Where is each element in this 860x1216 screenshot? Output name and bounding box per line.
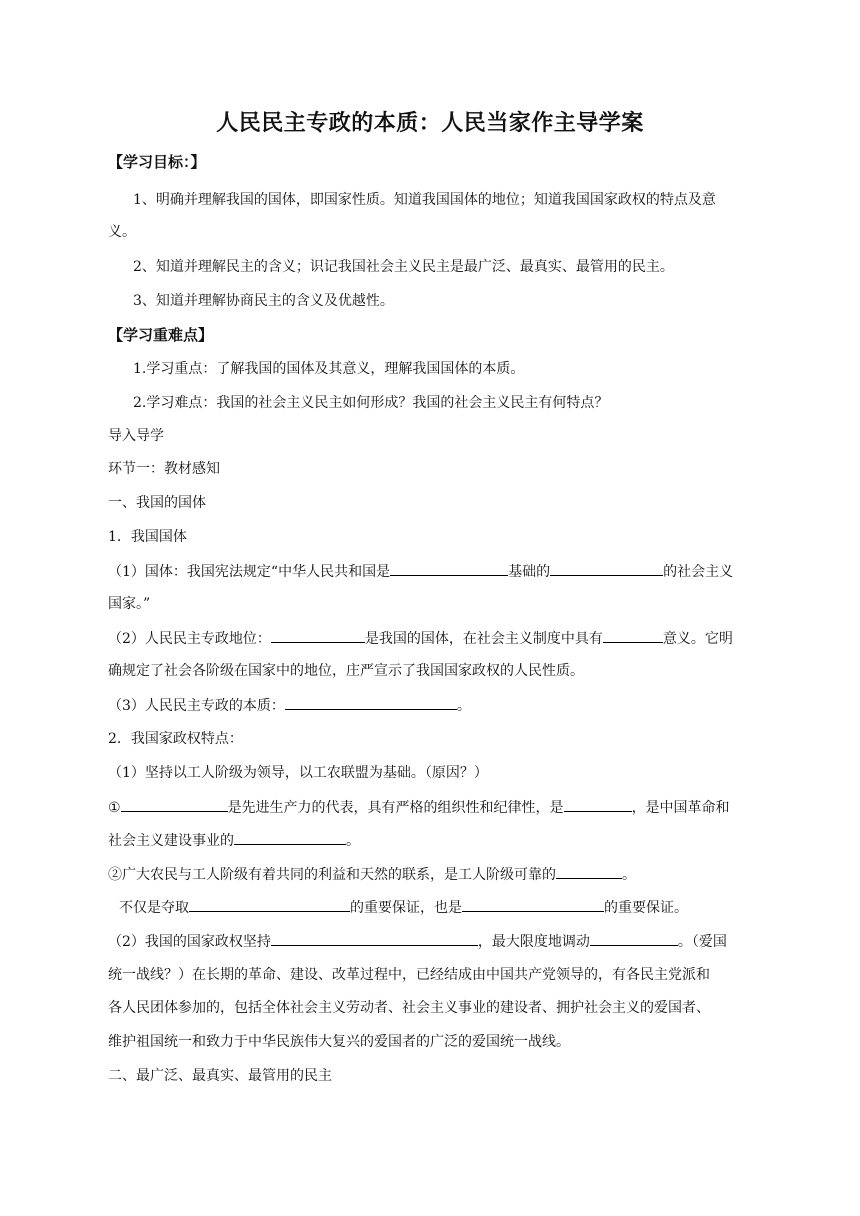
question-1-text-b: 基础的 (508, 564, 551, 580)
question-2-text-a: （2）人民民主专政地位： (108, 631, 271, 647)
clause-2 (108, 864, 760, 885)
fill-blank[interactable] (590, 931, 678, 946)
goal-item-1-continued: 义。 (108, 224, 136, 240)
point-2-line-4: 维护祖国统一和致力于中华民族伟大复兴的爱国者的广泛的爱国统一战线。 (108, 1034, 570, 1050)
question-1-text-a: （1）国体：我国宪法规定“中华人民共和国是 (108, 564, 391, 580)
point-2-text-a: （2）我国的国家政权坚持 (108, 934, 271, 950)
clause-2-text-a: ②广大农民与工人阶级有着共同的利益和天然的联系，是工人阶级可靠的 (108, 867, 556, 883)
clause-1-marker: ① (108, 800, 121, 816)
intro-label: 导入导学 (108, 428, 164, 444)
clause-3-text-c: 的重要保证。 (604, 900, 688, 916)
question-1 (108, 561, 760, 582)
question-2-text-c: 意义。它明 (662, 631, 733, 647)
fill-blank[interactable] (271, 931, 478, 946)
point-1: （1）坚持以工人阶级为领导，以工农联盟为基础。（原因？） (108, 765, 488, 781)
focus-point: 1.学习重点：了解我国的国体及其意义，理解我国国体的本质。 (133, 361, 525, 377)
fill-blank[interactable] (462, 897, 604, 912)
clause-1-text-b: 是先进生产力的代表，具有严格的组织性和纪律性，是 (227, 800, 564, 816)
clause-1-cont-text-b: 。 (346, 833, 360, 849)
fill-blank[interactable] (550, 561, 663, 576)
question-1-continued: 国家。” (108, 596, 151, 612)
clause-1-cont-text-a: 社会主义建设事业的 (108, 833, 234, 849)
point-2-text-b: ，最大限度地调动 (477, 934, 590, 950)
subsection-1-heading: 1．我国国体 (108, 529, 187, 545)
key-points-heading: 【学习重难点】 (108, 326, 214, 344)
fill-blank[interactable] (121, 797, 228, 812)
fill-blank[interactable] (556, 864, 622, 879)
fill-blank[interactable] (189, 897, 350, 912)
point-2-line-2: 统一战线？）在长期的革命、建设、改革过程中，已经结成由中国共产党领导的，有各民主党派和 (108, 967, 710, 983)
subsection-2-heading: 2．我国家政权特点： (108, 731, 243, 747)
question-2 (108, 628, 760, 649)
question-3 (108, 695, 760, 716)
clause-3-text-a: 不仅是夺取 (119, 900, 189, 916)
fill-blank[interactable] (564, 797, 632, 812)
fill-blank[interactable] (603, 628, 663, 643)
question-2-continued: 确规定了社会各阶级在国家中的地位，庄严宣示了我国国家政权的人民性质。 (108, 663, 584, 679)
point-2 (108, 931, 760, 952)
goal-item-1: 1、明确并理解我国的国体，即国家性质。知道我国国体的地位；知道我国国家政权的特点及意 (133, 192, 716, 208)
section-1-label: 环节一：教材感知 (108, 461, 220, 477)
fill-blank[interactable] (285, 695, 457, 710)
clause-1 (108, 797, 760, 818)
difficulty-point: 2.学习难点：我国的社会主义民主如何形成？我国的社会主义民主有何特点？ (133, 395, 609, 411)
question-3-text-a: （3）人民民主专政的本质： (108, 698, 285, 714)
clause-1-text-c: ，是中国革命和 (631, 800, 730, 816)
goal-item-2: 2、知道并理解民主的含义；识记我国社会主义民主是最广泛、最真实、最管用的民主。 (133, 259, 674, 275)
fill-blank[interactable] (271, 628, 365, 643)
fill-blank[interactable] (234, 830, 346, 845)
goals-heading: 【学习目标：】 (108, 153, 206, 171)
question-3-text-b: 。 (456, 698, 471, 714)
question-2-text-b: 是我国的国体，在社会主义制度中具有 (364, 631, 603, 647)
page-title: 人民民主专政的本质：人民当家作主导学案 (216, 111, 644, 136)
question-1-text-c: 的社会主义 (663, 564, 734, 580)
clause-2-text-b: 。 (622, 867, 636, 883)
fill-blank[interactable] (390, 561, 508, 576)
part-2-heading: 二、最广泛、最真实、最管用的民主 (108, 1068, 332, 1084)
point-2-text-c: 。（爱国 (677, 934, 727, 950)
clause-3 (119, 897, 771, 918)
part-1-heading: 一、我国的国体 (108, 495, 206, 511)
clause-1-continued (108, 830, 760, 851)
goal-item-3: 3、知道并理解协商民主的含义及优越性。 (133, 293, 394, 309)
clause-3-text-b: 的重要保证，也是 (350, 900, 462, 916)
point-2-line-3: 各人民团体参加的，包括全体社会主义劳动者、社会主义事业的建设者、拥护社会主义的爱国者、 (108, 1000, 710, 1016)
